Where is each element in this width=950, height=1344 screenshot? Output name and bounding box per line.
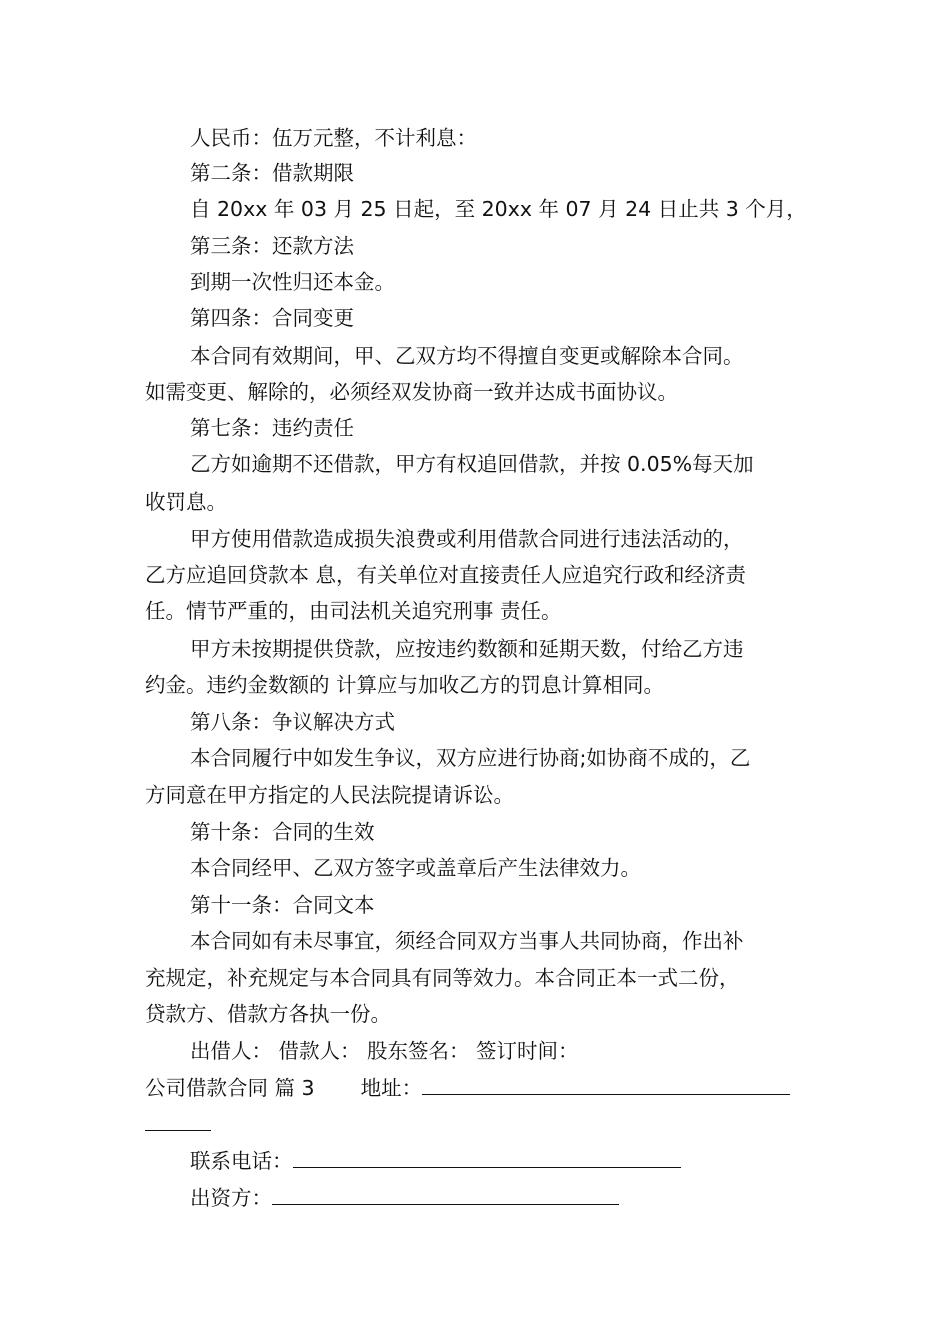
text-line: 本合同履行中如发生争议，双方应进行协商;如协商不成的，乙 xyxy=(190,746,751,770)
phone-line xyxy=(190,1143,809,1179)
investor-label: 出资方： xyxy=(190,1186,272,1210)
text-line: 收罚息。 xyxy=(145,490,227,514)
text-line: 乙方应追回贷款本 息，有关单位对直接责任人应追究行政和经济责 xyxy=(145,563,747,587)
text-line: 甲方使用借款造成损失浪费或利用借款合同进行违法活动的， xyxy=(190,527,744,551)
clause-heading: 第三条：还款方法 xyxy=(190,234,354,258)
address-blank-continuation[interactable] xyxy=(145,1108,211,1131)
clause-heading: 第七条：违约责任 xyxy=(190,416,354,440)
clause-heading: 第二条：借款期限 xyxy=(190,161,354,185)
text-line: 贷款方、借款方各执一份。 xyxy=(145,1002,391,1026)
text-line: 如需变更、解除的，必须经双发协商一致并达成书面协议。 xyxy=(145,380,678,404)
text-line: 约金。违约金数额的 计算应与加收乙方的罚息计算相同。 xyxy=(145,673,665,697)
text-line: 任。情节严重的，由司法机关追究刑事 责任。 xyxy=(145,599,562,623)
text-line: 乙方如逾期不还借款，甲方有权追回借款，并按 0.05%每天加 xyxy=(190,452,754,476)
text-line: 到期一次性归还本金。 xyxy=(190,270,395,294)
text-line: 本合同如有未尽事宜，须经合同双方当事人共同协商，作出补 xyxy=(190,929,744,953)
text-line: 本合同经甲、乙双方签字或盖章后产生法律效力。 xyxy=(190,856,641,880)
text-line: 人民币：伍万元整，不计利息： xyxy=(190,126,477,150)
investor-line xyxy=(190,1180,809,1216)
address-continuation xyxy=(145,1106,809,1142)
address-label: 地址： xyxy=(360,1076,423,1100)
clause-heading: 第十一条：合同文本 xyxy=(190,893,375,917)
investor-blank[interactable] xyxy=(272,1182,619,1205)
text-line: 自 20xx 年 03 月 25 日起，至 20xx 年 07 月 24 日止共 3 个月， xyxy=(190,197,807,221)
clause-heading: 第八条：争议解决方式 xyxy=(190,710,395,734)
address-blank[interactable] xyxy=(422,1072,790,1095)
address-line xyxy=(145,1070,809,1106)
text-line: 甲方未按期提供贷款，应按违约数额和延期天数，付给乙方违 xyxy=(190,637,744,661)
signature-labels: 出借人： 借款人： 股东签名： 签订时间： xyxy=(190,1039,579,1063)
text-line: 本合同有效期间，甲、乙双方均不得擅自变更或解除本合同。 xyxy=(190,344,744,368)
text-line: 充规定，补充规定与本合同具有同等效力。本合同正本一式二份， xyxy=(145,966,740,990)
section-title: 公司借款合同 篇 3 xyxy=(145,1076,315,1100)
text-line: 方同意在甲方指定的人民法院提请诉讼。 xyxy=(145,783,514,807)
phone-blank[interactable] xyxy=(293,1145,681,1168)
clause-heading: 第十条：合同的生效 xyxy=(190,820,375,844)
phone-label: 联系电话： xyxy=(190,1149,293,1173)
clause-heading: 第四条：合同变更 xyxy=(190,306,354,330)
